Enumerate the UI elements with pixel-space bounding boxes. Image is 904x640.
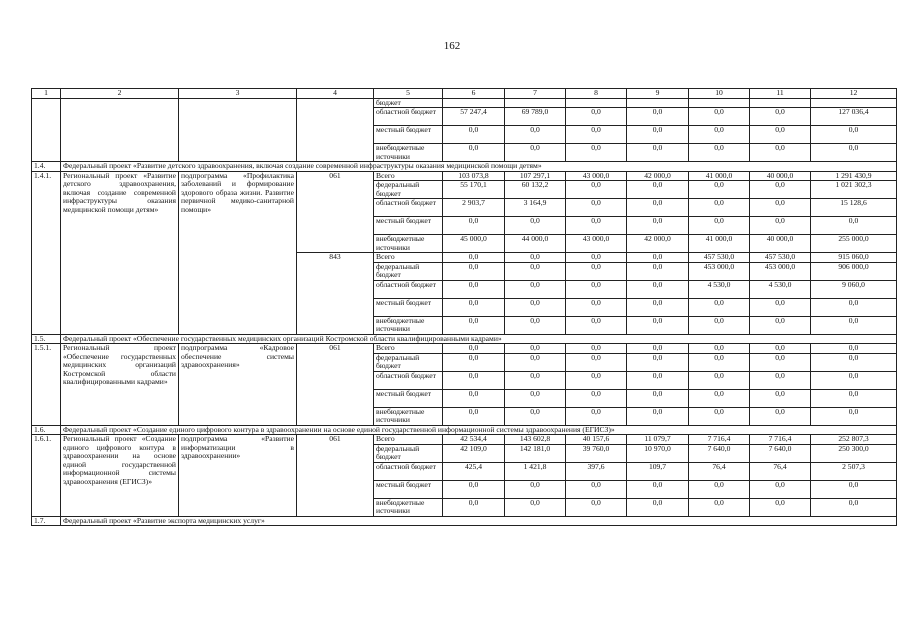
- amount-cell: 0,0: [566, 181, 627, 199]
- amount-cell: 45 000,0: [443, 235, 505, 253]
- amount-cell: 0,0: [811, 316, 897, 334]
- amount-cell: 0,0: [505, 298, 566, 316]
- table-row: [32, 435, 897, 445]
- funding-source: местный бюджет: [374, 217, 443, 235]
- project-number: 1.4.1.: [32, 171, 61, 334]
- program-name: подпрограмма «Профилактика заболеваний и формирование здорового образа жизни. Развитие первичной медико-санитарной помощи»: [179, 171, 297, 334]
- page-number: 162: [443, 40, 461, 52]
- amount-cell: 0,0: [750, 498, 811, 516]
- column-number: 3: [179, 89, 297, 99]
- funding-source: областной бюджет: [374, 108, 443, 126]
- amount-cell: 60 132,2: [505, 181, 566, 199]
- amount-cell: 0,0: [811, 498, 897, 516]
- section-number: 1.7.: [32, 516, 61, 526]
- amount-cell: 0,0: [627, 181, 689, 199]
- amount-cell: 76,4: [689, 462, 750, 480]
- project-name: [61, 98, 179, 162]
- amount-cell: 7 716,4: [689, 435, 750, 445]
- amount-cell: [811, 98, 897, 108]
- amount-cell: 0,0: [689, 498, 750, 516]
- amount-cell: 0,0: [627, 253, 689, 263]
- column-number: 11: [750, 89, 811, 99]
- funding-source: Всего: [374, 171, 443, 181]
- amount-cell: 0,0: [566, 280, 627, 298]
- amount-cell: 0,0: [627, 389, 689, 407]
- amount-cell: 2 507,3: [811, 462, 897, 480]
- amount-cell: 0,0: [811, 144, 897, 162]
- project-number: 1.5.1.: [32, 344, 61, 426]
- amount-cell: 44 000,0: [505, 235, 566, 253]
- table-row: [32, 344, 897, 354]
- amount-cell: 0,0: [689, 480, 750, 498]
- column-number: 5: [374, 89, 443, 99]
- project-name: Региональный проект «Создание единого цифрового контура в здравоохранении на основе единой государственной информационной системы здравоохранения (ЕГИСЗ)»: [61, 435, 179, 517]
- section-title: Федеральный проект «Создание единого цифрового контура в здравоохранении на основе единой государственной информационной системы здравоохранения (ЕГИСЗ)»: [61, 425, 897, 435]
- funding-source: внебюджетные источники: [374, 498, 443, 516]
- amount-cell: 0,0: [750, 126, 811, 144]
- amount-cell: 0,0: [443, 262, 505, 280]
- amount-cell: 0,0: [750, 181, 811, 199]
- amount-cell: 0,0: [566, 253, 627, 263]
- amount-cell: 0,0: [750, 407, 811, 425]
- amount-cell: 43 000,0: [566, 171, 627, 181]
- amount-cell: 0,0: [443, 217, 505, 235]
- amount-cell: 55 170,1: [443, 181, 505, 199]
- amount-cell: 0,0: [566, 371, 627, 389]
- amount-cell: 0,0: [443, 344, 505, 354]
- amount-cell: 453 000,0: [689, 262, 750, 280]
- program-name: подпрограмма «Кадровое обеспечение системы здравоохранения»: [179, 344, 297, 426]
- amount-cell: 0,0: [566, 344, 627, 354]
- funding-source: местный бюджет: [374, 480, 443, 498]
- amount-cell: 457 530,0: [750, 253, 811, 263]
- column-number: 8: [566, 89, 627, 99]
- amount-cell: 0,0: [750, 480, 811, 498]
- amount-cell: 0,0: [505, 389, 566, 407]
- amount-cell: 0,0: [443, 353, 505, 371]
- amount-cell: 0,0: [443, 280, 505, 298]
- amount-cell: 0,0: [505, 144, 566, 162]
- amount-cell: 1 421,8: [505, 462, 566, 480]
- amount-cell: 0,0: [811, 217, 897, 235]
- amount-cell: 40 157,6: [566, 435, 627, 445]
- column-number: 10: [689, 89, 750, 99]
- amount-cell: 0,0: [627, 217, 689, 235]
- amount-cell: 0,0: [627, 480, 689, 498]
- funding-source: областной бюджет: [374, 371, 443, 389]
- amount-cell: 0,0: [811, 353, 897, 371]
- amount-cell: 0,0: [627, 280, 689, 298]
- amount-cell: 0,0: [627, 144, 689, 162]
- amount-cell: 0,0: [566, 126, 627, 144]
- column-number: 12: [811, 89, 897, 99]
- amount-cell: 0,0: [505, 253, 566, 263]
- amount-cell: 142 181,0: [505, 444, 566, 462]
- amount-cell: 103 073,8: [443, 171, 505, 181]
- amount-cell: 0,0: [627, 498, 689, 516]
- funding-source: Всего: [374, 253, 443, 263]
- funding-source: областной бюджет: [374, 280, 443, 298]
- funding-source: областной бюджет: [374, 462, 443, 480]
- section-number: 1.6.: [32, 425, 61, 435]
- amount-cell: 0,0: [566, 144, 627, 162]
- amount-cell: [627, 98, 689, 108]
- amount-cell: 0,0: [505, 344, 566, 354]
- amount-cell: 0,0: [443, 407, 505, 425]
- amount-cell: 0,0: [750, 371, 811, 389]
- funding-source: местный бюджет: [374, 298, 443, 316]
- amount-cell: 0,0: [627, 298, 689, 316]
- amount-cell: 0,0: [566, 298, 627, 316]
- amount-cell: 107 297,1: [505, 171, 566, 181]
- amount-cell: 0,0: [505, 407, 566, 425]
- amount-cell: 0,0: [811, 344, 897, 354]
- budget-code: 843: [297, 253, 374, 335]
- amount-cell: 41 000,0: [689, 235, 750, 253]
- program-name: [179, 98, 297, 162]
- amount-cell: 0,0: [689, 371, 750, 389]
- amount-cell: 0,0: [750, 298, 811, 316]
- section-title: Федеральный проект «Развитие детского здравоохранения, включая создание современной инфраструктуры оказания медицинской помощи детям»: [61, 162, 897, 172]
- amount-cell: 0,0: [689, 144, 750, 162]
- funding-source: федеральный бюджет: [374, 353, 443, 371]
- amount-cell: 0,0: [566, 199, 627, 217]
- amount-cell: 0,0: [505, 316, 566, 334]
- amount-cell: 453 000,0: [750, 262, 811, 280]
- amount-cell: 0,0: [811, 389, 897, 407]
- amount-cell: 43 000,0: [566, 235, 627, 253]
- amount-cell: 0,0: [689, 126, 750, 144]
- amount-cell: 0,0: [566, 480, 627, 498]
- amount-cell: 2 903,7: [443, 199, 505, 217]
- amount-cell: 0,0: [689, 407, 750, 425]
- amount-cell: 4 530,0: [689, 280, 750, 298]
- amount-cell: 0,0: [750, 217, 811, 235]
- amount-cell: 0,0: [750, 199, 811, 217]
- amount-cell: 915 060,0: [811, 253, 897, 263]
- amount-cell: 0,0: [811, 480, 897, 498]
- amount-cell: 4 530,0: [750, 280, 811, 298]
- amount-cell: 397,6: [566, 462, 627, 480]
- column-number: 1: [32, 89, 61, 99]
- amount-cell: 0,0: [443, 498, 505, 516]
- amount-cell: 0,0: [566, 353, 627, 371]
- funding-source: местный бюджет: [374, 389, 443, 407]
- amount-cell: 41 000,0: [689, 171, 750, 181]
- amount-cell: 109,7: [627, 462, 689, 480]
- section-number: 1.4.: [32, 162, 61, 172]
- section-title: Федеральный проект «Развитие экспорта медицинских услуг»: [61, 516, 897, 526]
- amount-cell: 0,0: [627, 126, 689, 144]
- section-number: 1.5.: [32, 334, 61, 344]
- amount-cell: 0,0: [750, 353, 811, 371]
- table-row: [32, 171, 897, 181]
- amount-cell: 0,0: [627, 344, 689, 354]
- project-name: Региональный проект «Обеспечение государственных медицинских организаций Костромской области квалифицированными кадрами»: [61, 344, 179, 426]
- amount-cell: 40 000,0: [750, 235, 811, 253]
- section-row: [32, 516, 897, 526]
- amount-cell: 0,0: [566, 108, 627, 126]
- amount-cell: 0,0: [443, 316, 505, 334]
- amount-cell: 143 602,8: [505, 435, 566, 445]
- section-row: [32, 162, 897, 172]
- column-number: 6: [443, 89, 505, 99]
- amount-cell: 7 716,4: [750, 435, 811, 445]
- amount-cell: 1 291 430,9: [811, 171, 897, 181]
- amount-cell: 42 000,0: [627, 171, 689, 181]
- funding-source: областной бюджет: [374, 199, 443, 217]
- amount-cell: 57 247,4: [443, 108, 505, 126]
- amount-cell: 0,0: [689, 108, 750, 126]
- amount-cell: 0,0: [566, 407, 627, 425]
- amount-cell: [505, 98, 566, 108]
- amount-cell: 0,0: [566, 217, 627, 235]
- amount-cell: 0,0: [750, 344, 811, 354]
- funding-source: внебюджетные источники: [374, 407, 443, 425]
- funding-source: Всего: [374, 344, 443, 354]
- amount-cell: 0,0: [627, 353, 689, 371]
- amount-cell: 0,0: [689, 344, 750, 354]
- amount-cell: 40 000,0: [750, 171, 811, 181]
- amount-cell: 10 970,0: [627, 444, 689, 462]
- amount-cell: 0,0: [443, 253, 505, 263]
- amount-cell: 0,0: [566, 316, 627, 334]
- amount-cell: 0,0: [750, 316, 811, 334]
- amount-cell: 39 760,0: [566, 444, 627, 462]
- amount-cell: 127 036,4: [811, 108, 897, 126]
- amount-cell: 11 079,7: [627, 435, 689, 445]
- amount-cell: 7 640,0: [689, 444, 750, 462]
- column-number: 7: [505, 89, 566, 99]
- amount-cell: 0,0: [627, 108, 689, 126]
- amount-cell: 0,0: [750, 389, 811, 407]
- amount-cell: 42 000,0: [627, 235, 689, 253]
- amount-cell: 0,0: [443, 389, 505, 407]
- amount-cell: 0,0: [689, 353, 750, 371]
- column-number: 9: [627, 89, 689, 99]
- row-number: [32, 98, 61, 162]
- amount-cell: 0,0: [689, 316, 750, 334]
- amount-cell: 15 128,6: [811, 199, 897, 217]
- amount-cell: 0,0: [627, 316, 689, 334]
- amount-cell: 255 000,0: [811, 235, 897, 253]
- amount-cell: 0,0: [627, 262, 689, 280]
- amount-cell: 0,0: [689, 389, 750, 407]
- amount-cell: 0,0: [689, 199, 750, 217]
- column-number: 4: [297, 89, 374, 99]
- amount-cell: 0,0: [443, 298, 505, 316]
- section-row: [32, 334, 897, 344]
- amount-cell: 0,0: [627, 371, 689, 389]
- funding-source: федеральный бюджет: [374, 181, 443, 199]
- amount-cell: 906 000,0: [811, 262, 897, 280]
- funding-source: внебюджетные источники: [374, 316, 443, 334]
- amount-cell: 0,0: [505, 126, 566, 144]
- table-row: [32, 98, 897, 108]
- amount-cell: 0,0: [811, 126, 897, 144]
- amount-cell: 1 021 302,3: [811, 181, 897, 199]
- funding-source: внебюджетные источники: [374, 144, 443, 162]
- amount-cell: 457 530,0: [689, 253, 750, 263]
- funding-source: Всего: [374, 435, 443, 445]
- amount-cell: 0,0: [505, 498, 566, 516]
- amount-cell: 0,0: [505, 280, 566, 298]
- amount-cell: 0,0: [627, 407, 689, 425]
- project-number: 1.6.1.: [32, 435, 61, 517]
- amount-cell: 0,0: [811, 371, 897, 389]
- budget-table: [31, 88, 897, 526]
- section-row: [32, 425, 897, 435]
- amount-cell: [566, 98, 627, 108]
- column-number: 2: [61, 89, 179, 99]
- amount-cell: 0,0: [811, 407, 897, 425]
- project-name: Региональный проект «Развитие детского здравоохранения, включая создание современной инфраструктуры оказания медицинской помощи детям»: [61, 171, 179, 334]
- budget-code: 061: [297, 171, 374, 253]
- funding-source: федеральный бюджет: [374, 262, 443, 280]
- budget-code: 061: [297, 435, 374, 517]
- amount-cell: 3 164,9: [505, 199, 566, 217]
- budget-code: [297, 98, 374, 162]
- amount-cell: 0,0: [443, 480, 505, 498]
- amount-cell: 250 300,0: [811, 444, 897, 462]
- amount-cell: 76,4: [750, 462, 811, 480]
- amount-cell: 0,0: [627, 199, 689, 217]
- amount-cell: [443, 98, 505, 108]
- amount-cell: 0,0: [505, 217, 566, 235]
- column-number-row: [32, 89, 897, 99]
- amount-cell: 0,0: [750, 108, 811, 126]
- amount-cell: 0,0: [750, 144, 811, 162]
- funding-source: внебюджетные источники: [374, 235, 443, 253]
- funding-source: федеральный бюджет: [374, 444, 443, 462]
- amount-cell: 0,0: [505, 480, 566, 498]
- amount-cell: 7 640,0: [750, 444, 811, 462]
- amount-cell: 0,0: [505, 353, 566, 371]
- funding-source: бюджет: [374, 98, 443, 108]
- budget-code: 061: [297, 344, 374, 426]
- section-title: Федеральный проект «Обеспечение государственных медицинских организаций Костромской области квалифицированными кадрами»: [61, 334, 897, 344]
- amount-cell: 0,0: [566, 498, 627, 516]
- amount-cell: 0,0: [505, 371, 566, 389]
- amount-cell: 0,0: [505, 262, 566, 280]
- amount-cell: 0,0: [443, 371, 505, 389]
- amount-cell: 42 534,4: [443, 435, 505, 445]
- amount-cell: [689, 98, 750, 108]
- amount-cell: [750, 98, 811, 108]
- amount-cell: 0,0: [443, 126, 505, 144]
- amount-cell: 0,0: [689, 217, 750, 235]
- amount-cell: 69 789,0: [505, 108, 566, 126]
- amount-cell: 0,0: [811, 298, 897, 316]
- amount-cell: 9 060,0: [811, 280, 897, 298]
- amount-cell: 42 109,0: [443, 444, 505, 462]
- amount-cell: 0,0: [689, 181, 750, 199]
- amount-cell: 0,0: [689, 298, 750, 316]
- amount-cell: 252 807,3: [811, 435, 897, 445]
- amount-cell: 0,0: [443, 144, 505, 162]
- amount-cell: 0,0: [566, 389, 627, 407]
- amount-cell: 425,4: [443, 462, 505, 480]
- amount-cell: 0,0: [566, 262, 627, 280]
- program-name: подпрограмма «Развитие информатизации в здравоохранении»: [179, 435, 297, 517]
- funding-source: местный бюджет: [374, 126, 443, 144]
